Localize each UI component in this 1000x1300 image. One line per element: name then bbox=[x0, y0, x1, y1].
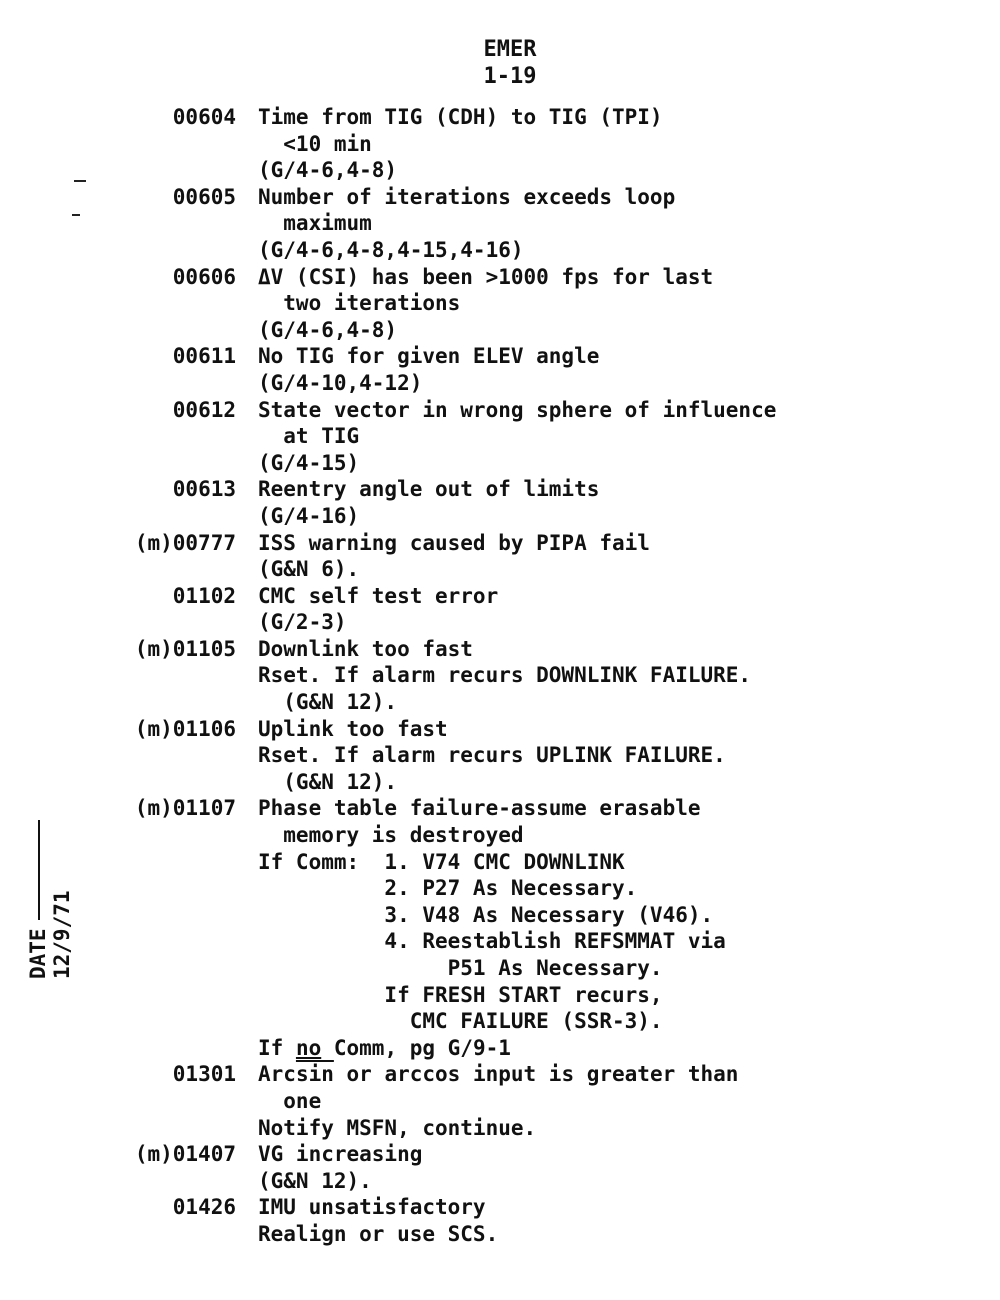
alarm-code bbox=[96, 875, 236, 902]
no-comm-rest: Comm, pg G/9-1 bbox=[321, 1035, 511, 1060]
alarm-code bbox=[96, 237, 236, 264]
alarm-code bbox=[96, 955, 236, 982]
text-line: 2. P27 As Necessary. bbox=[258, 876, 638, 901]
text-line: Time from TIG (CDH) to TIG (TPI) bbox=[258, 105, 663, 129]
alarm-code: 01301 bbox=[172, 1062, 236, 1087]
text-line: VG increasing bbox=[258, 1142, 423, 1167]
alarm-code bbox=[96, 982, 236, 1009]
text-line: IMU unsatisfactory bbox=[258, 1195, 486, 1220]
date-rule bbox=[38, 820, 40, 920]
alarm-code bbox=[96, 157, 236, 184]
text-line: Phase table failure-assume erasable bbox=[258, 796, 701, 821]
text-line: ISS warning caused by PIPA fail bbox=[258, 530, 650, 555]
alarm-code bbox=[96, 928, 236, 955]
alarm-code: 00611 bbox=[172, 344, 236, 369]
arcsin-over: $\overline{sin}$ bbox=[295, 1062, 334, 1087]
margin-mark bbox=[72, 214, 80, 216]
text-line: (G&N 12). bbox=[258, 769, 398, 794]
text-line: Uplink too fast bbox=[258, 716, 448, 741]
text-line: (G&N 12). bbox=[258, 690, 398, 715]
date-stamp-text bbox=[26, 759, 74, 979]
text-line: State vector in wrong sphere of influence bbox=[258, 397, 777, 422]
date-value: 12/9/71 bbox=[50, 890, 74, 979]
no-comm-underlined: no bbox=[295, 1035, 322, 1060]
alarm-code bbox=[96, 609, 236, 636]
text-line: P51 As Necessary. bbox=[258, 956, 663, 980]
alarm-code bbox=[96, 1168, 236, 1195]
alarm-code: (m)01105 bbox=[134, 636, 236, 661]
text-line: CMC self test error bbox=[258, 583, 499, 608]
text-line: at TIG bbox=[258, 424, 360, 449]
alarm-code bbox=[96, 849, 236, 876]
alarm-code bbox=[96, 131, 236, 158]
text-line: 3. V48 As Necessary (V46). bbox=[258, 902, 714, 927]
text-line: Reentry angle out of limits bbox=[258, 477, 600, 502]
text-line: Realign or use SCS. bbox=[258, 1221, 499, 1246]
alarm-code-column bbox=[96, 104, 236, 1248]
alarm-code bbox=[96, 210, 236, 237]
text-line: <10 min bbox=[258, 131, 372, 156]
alarm-code: 00613 bbox=[172, 477, 236, 502]
page-header bbox=[470, 36, 550, 90]
text-line: ΔV (CSI) has been >1000 fps for last bbox=[258, 264, 714, 289]
alarm-code bbox=[96, 1008, 236, 1035]
text-line: Notify MSFN, continue. bbox=[258, 1115, 537, 1140]
text-line: (G&N 6). bbox=[258, 557, 360, 582]
text-line: (G/4-10,4-12) bbox=[258, 370, 423, 395]
alarm-code: 00606 bbox=[172, 264, 236, 289]
text-line: two iterations bbox=[258, 291, 461, 316]
alarm-code bbox=[96, 556, 236, 583]
text-line: No TIG for given ELEV angle bbox=[258, 344, 600, 369]
alarm-code bbox=[96, 450, 236, 477]
section-label: EMER bbox=[483, 37, 537, 62]
alarm-code bbox=[96, 370, 236, 397]
text-line: Number of iterations exceeds loop bbox=[258, 184, 676, 209]
alarm-code: 00612 bbox=[172, 397, 236, 422]
arcsin-pre: Arc bbox=[258, 1062, 296, 1087]
alarm-code bbox=[96, 662, 236, 689]
margin-mark bbox=[74, 180, 86, 182]
arcsin-line bbox=[258, 1061, 978, 1088]
alarm-code: 00604 bbox=[172, 105, 236, 129]
text-line: one bbox=[258, 1088, 322, 1113]
alarm-code bbox=[96, 317, 236, 344]
no-comm-prefix: If bbox=[258, 1035, 296, 1060]
text-line: Downlink too fast bbox=[258, 636, 473, 661]
alarm-code bbox=[96, 769, 236, 796]
date-stamp bbox=[26, 750, 74, 980]
text-line: (G&N 12). bbox=[258, 1168, 372, 1193]
alarm-description-column bbox=[258, 104, 978, 1248]
alarm-code: (m)00777 bbox=[134, 530, 236, 555]
alarm-code bbox=[96, 1115, 236, 1142]
alarm-code: (m)01407 bbox=[134, 1142, 236, 1167]
text-line: (G/2-3) bbox=[258, 610, 347, 635]
text-line: maximum bbox=[258, 211, 372, 236]
text-line: (G/4-6,4-8) bbox=[258, 317, 398, 342]
alarm-code bbox=[96, 503, 236, 530]
alarm-code bbox=[96, 742, 236, 769]
alarm-code bbox=[96, 290, 236, 317]
text-line: (G/4-6,4-8) bbox=[258, 158, 398, 183]
page-number: 1-19 bbox=[483, 64, 537, 89]
alarm-code bbox=[96, 689, 236, 716]
text-line: (G/4-6,4-8,4-15,4-16) bbox=[258, 237, 524, 262]
alarm-code bbox=[96, 1221, 236, 1248]
arcsin-post: or arccos input is greater than bbox=[333, 1062, 739, 1087]
text-line: Rset. If alarm recurs DOWNLINK FAILURE. bbox=[258, 663, 752, 688]
text-line: 4. Reestablish REFSMMAT via bbox=[258, 929, 726, 954]
text-line: (G/4-15) bbox=[258, 450, 360, 475]
alarm-code bbox=[96, 1035, 236, 1062]
text-line: Rset. If alarm recurs UPLINK FAILURE. bbox=[258, 743, 726, 768]
text-line: CMC FAILURE (SSR-3). bbox=[258, 1009, 663, 1034]
alarm-code: 01102 bbox=[172, 583, 236, 608]
date-label: DATE bbox=[26, 928, 50, 979]
alarm-code bbox=[96, 1088, 236, 1115]
text-line: If FRESH START recurs, bbox=[258, 982, 663, 1007]
alarm-code: (m)01106 bbox=[134, 716, 236, 741]
alarm-code: 00605 bbox=[172, 184, 236, 209]
text-line: (G/4-16) bbox=[258, 503, 360, 528]
alarm-code: 01426 bbox=[172, 1195, 236, 1220]
alarm-code bbox=[96, 423, 236, 450]
alarm-code bbox=[96, 822, 236, 849]
text-line: If Comm: 1. V74 CMC DOWNLINK bbox=[258, 849, 625, 874]
alarm-code: (m)01107 bbox=[134, 796, 236, 821]
no-comm-line bbox=[258, 1035, 978, 1062]
alarm-code bbox=[96, 902, 236, 929]
text-line: memory is destroyed bbox=[258, 823, 524, 848]
